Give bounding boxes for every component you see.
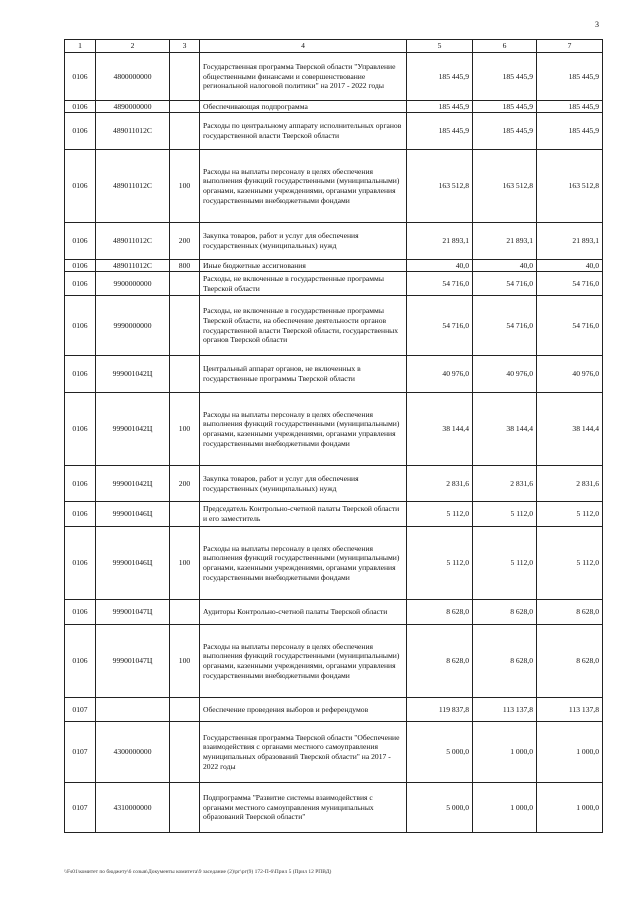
row-description: Расходы по центральному аппарату исполнительных органов государственной власти Тверской области [200, 113, 407, 150]
amount-col-7: 54 716,0 [537, 296, 603, 356]
expense-type-code: 200 [170, 466, 200, 502]
expense-type-code [170, 722, 200, 783]
expense-type-code: 100 [170, 150, 200, 223]
table-row [65, 150, 603, 223]
amount-col-7: 54 716,0 [537, 272, 603, 296]
section-code: 0106 [65, 393, 96, 466]
amount-col-6: 1 000,0 [473, 722, 537, 783]
column-header: 2 [96, 40, 170, 53]
amount-col-5: 40 976,0 [407, 356, 473, 393]
amount-col-5: 119 837,8 [407, 698, 473, 722]
table-row [65, 53, 603, 101]
amount-col-7: 8 628,0 [537, 625, 603, 698]
amount-col-6: 185 445,9 [473, 113, 537, 150]
amount-col-7: 185 445,9 [537, 101, 603, 113]
expense-type-code [170, 113, 200, 150]
column-header: 6 [473, 40, 537, 53]
table-row [65, 223, 603, 260]
amount-col-6: 40 976,0 [473, 356, 537, 393]
amount-col-5: 54 716,0 [407, 272, 473, 296]
budget-table [64, 39, 603, 833]
table-row [65, 783, 603, 833]
target-article-code: 489011012С [96, 113, 170, 150]
amount-col-6: 21 893,1 [473, 223, 537, 260]
target-article-code: 999001042Ц [96, 466, 170, 502]
amount-col-6: 2 831,6 [473, 466, 537, 502]
section-code: 0107 [65, 698, 96, 722]
expense-type-code: 100 [170, 393, 200, 466]
amount-col-5: 163 512,8 [407, 150, 473, 223]
target-article-code: 999001042Ц [96, 356, 170, 393]
table-row [65, 296, 603, 356]
expense-type-code [170, 600, 200, 625]
amount-col-6: 40,0 [473, 260, 537, 272]
row-description: Обеспечивающая подпрограмма [200, 101, 407, 113]
target-article-code: 999001046Ц [96, 502, 170, 527]
table-row [65, 393, 603, 466]
target-article-code: 999001046Ц [96, 527, 170, 600]
row-description: Аудиторы Контрольно-счетной палаты Тверской области [200, 600, 407, 625]
target-article-code: 4300000000 [96, 722, 170, 783]
amount-col-5: 54 716,0 [407, 296, 473, 356]
target-article-code: 489011012С [96, 260, 170, 272]
table-row [65, 698, 603, 722]
target-article-code [96, 698, 170, 722]
target-article-code: 999001047Ц [96, 600, 170, 625]
footer-file-path: \\Fs01\комитет по бюджету\6 созыв\Документы комитета\9 заседание (2)\рг\рг(9) 172-П-6\Прил 5 (Прил 12 РПВД) [64, 869, 332, 875]
amount-col-6: 54 716,0 [473, 272, 537, 296]
section-code: 0106 [65, 527, 96, 600]
amount-col-5: 5 112,0 [407, 502, 473, 527]
amount-col-6: 185 445,9 [473, 101, 537, 113]
section-code: 0107 [65, 783, 96, 833]
amount-col-6: 38 144,4 [473, 393, 537, 466]
amount-col-5: 185 445,9 [407, 53, 473, 101]
amount-col-7: 5 112,0 [537, 527, 603, 600]
target-article-code: 4310000000 [96, 783, 170, 833]
section-code: 0106 [65, 53, 96, 101]
row-description: Закупка товаров, работ и услуг для обеспечения государственных (муниципальных) нужд [200, 223, 407, 260]
amount-col-7: 185 445,9 [537, 53, 603, 101]
row-description: Государственная программа Тверской области "Обеспечение взаимодействия с органами местного самоуправления муниципальных образований Тверской области" на 2017 - 2022 годы [200, 722, 407, 783]
amount-col-5: 5 112,0 [407, 527, 473, 600]
table-row [65, 356, 603, 393]
expense-type-code [170, 502, 200, 527]
amount-col-7: 38 144,4 [537, 393, 603, 466]
amount-col-5: 8 628,0 [407, 625, 473, 698]
target-article-code: 9990000000 [96, 296, 170, 356]
amount-col-7: 40 976,0 [537, 356, 603, 393]
amount-col-5: 185 445,9 [407, 113, 473, 150]
section-code: 0106 [65, 600, 96, 625]
section-code: 0106 [65, 223, 96, 260]
table-row [65, 722, 603, 783]
amount-col-6: 113 137,8 [473, 698, 537, 722]
expense-type-code [170, 356, 200, 393]
row-description: Иные бюджетные ассигнования [200, 260, 407, 272]
amount-col-6: 185 445,9 [473, 53, 537, 101]
section-code: 0106 [65, 625, 96, 698]
amount-col-7: 21 893,1 [537, 223, 603, 260]
table-row [65, 502, 603, 527]
expense-type-code [170, 272, 200, 296]
amount-col-6: 5 112,0 [473, 527, 537, 600]
amount-col-7: 163 512,8 [537, 150, 603, 223]
table-row [65, 113, 603, 150]
column-header: 1 [65, 40, 96, 53]
target-article-code: 999001042Ц [96, 393, 170, 466]
amount-col-5: 38 144,4 [407, 393, 473, 466]
expense-type-code [170, 101, 200, 113]
row-description: Расходы на выплаты персоналу в целях обеспечения выполнения функций государственными (муниципальными) органами, казенными учреждениями, органами управления государственными внебюджетными фондами [200, 150, 407, 223]
row-description: Расходы на выплаты персоналу в целях обеспечения выполнения функций государственными (муниципальными) органами, казенными учреждениями, органами управления государственными внебюджетными фондами [200, 527, 407, 600]
amount-col-7: 185 445,9 [537, 113, 603, 150]
amount-col-6: 8 628,0 [473, 625, 537, 698]
row-description: Председатель Контрольно-счетной палаты Тверской области и его заместитель [200, 502, 407, 527]
amount-col-7: 1 000,0 [537, 722, 603, 783]
expense-type-code [170, 296, 200, 356]
section-code: 0106 [65, 101, 96, 113]
table-row [65, 272, 603, 296]
section-code: 0106 [65, 466, 96, 502]
row-description: Закупка товаров, работ и услуг для обеспечения государственных (муниципальных) нужд [200, 466, 407, 502]
column-header: 5 [407, 40, 473, 53]
table-row [65, 625, 603, 698]
row-description: Расходы, не включенные в государственные программы Тверской области [200, 272, 407, 296]
page-number: 3 [595, 20, 599, 29]
target-article-code: 489011012С [96, 150, 170, 223]
table-row [65, 466, 603, 502]
target-article-code: 4890000000 [96, 101, 170, 113]
expense-type-code: 200 [170, 223, 200, 260]
column-header: 4 [200, 40, 407, 53]
row-description: Обеспечение проведения выборов и референдумов [200, 698, 407, 722]
row-description: Расходы, не включенные в государственные программы Тверской области, на обеспечение деятельности органов государственной власти Тверской области, государственных органов Тверской области [200, 296, 407, 356]
expense-type-code: 800 [170, 260, 200, 272]
table-row [65, 527, 603, 600]
amount-col-6: 54 716,0 [473, 296, 537, 356]
amount-col-6: 5 112,0 [473, 502, 537, 527]
expense-type-code [170, 783, 200, 833]
row-description: Центральный аппарат органов, не включенных в государственные программы Тверской области [200, 356, 407, 393]
amount-col-7: 40,0 [537, 260, 603, 272]
amount-col-5: 5 000,0 [407, 783, 473, 833]
target-article-code: 9900000000 [96, 272, 170, 296]
expense-type-code [170, 53, 200, 101]
expense-type-code: 100 [170, 625, 200, 698]
row-description: Расходы на выплаты персоналу в целях обеспечения выполнения функций государственными (муниципальными) органами, казенными учреждениями, органами управления государственными внебюджетными фондами [200, 625, 407, 698]
section-code: 0106 [65, 260, 96, 272]
amount-col-5: 21 893,1 [407, 223, 473, 260]
target-article-code: 489011012С [96, 223, 170, 260]
amount-col-5: 8 628,0 [407, 600, 473, 625]
amount-col-5: 40,0 [407, 260, 473, 272]
section-code: 0106 [65, 113, 96, 150]
section-code: 0106 [65, 150, 96, 223]
amount-col-7: 8 628,0 [537, 600, 603, 625]
amount-col-7: 1 000,0 [537, 783, 603, 833]
target-article-code: 4800000000 [96, 53, 170, 101]
row-description: Расходы на выплаты персоналу в целях обеспечения выполнения функций государственными (муниципальными) органами, казенными учреждениями, органами управления государственными внебюджетными фондами [200, 393, 407, 466]
amount-col-6: 1 000,0 [473, 783, 537, 833]
amount-col-6: 8 628,0 [473, 600, 537, 625]
column-header: 7 [537, 40, 603, 53]
row-description: Государственная программа Тверской области "Управление общественными финансами и совершенствование региональной налоговой политики" на 2017 - 2022 годы [200, 53, 407, 101]
table-row [65, 260, 603, 272]
amount-col-6: 163 512,8 [473, 150, 537, 223]
section-code: 0106 [65, 502, 96, 527]
column-header: 3 [170, 40, 200, 53]
table-row [65, 600, 603, 625]
section-code: 0106 [65, 296, 96, 356]
target-article-code: 999001047Ц [96, 625, 170, 698]
amount-col-7: 5 112,0 [537, 502, 603, 527]
expense-type-code: 100 [170, 527, 200, 600]
section-code: 0106 [65, 356, 96, 393]
expense-type-code [170, 698, 200, 722]
amount-col-7: 2 831,6 [537, 466, 603, 502]
section-code: 0107 [65, 722, 96, 783]
amount-col-5: 5 000,0 [407, 722, 473, 783]
row-description: Подпрограмма "Развитие системы взаимодействия с органами местного самоуправления муниципальных образований Тверской области" [200, 783, 407, 833]
section-code: 0106 [65, 272, 96, 296]
amount-col-5: 2 831,6 [407, 466, 473, 502]
table-row [65, 101, 603, 113]
amount-col-7: 113 137,8 [537, 698, 603, 722]
amount-col-5: 185 445,9 [407, 101, 473, 113]
header-row [65, 40, 603, 53]
